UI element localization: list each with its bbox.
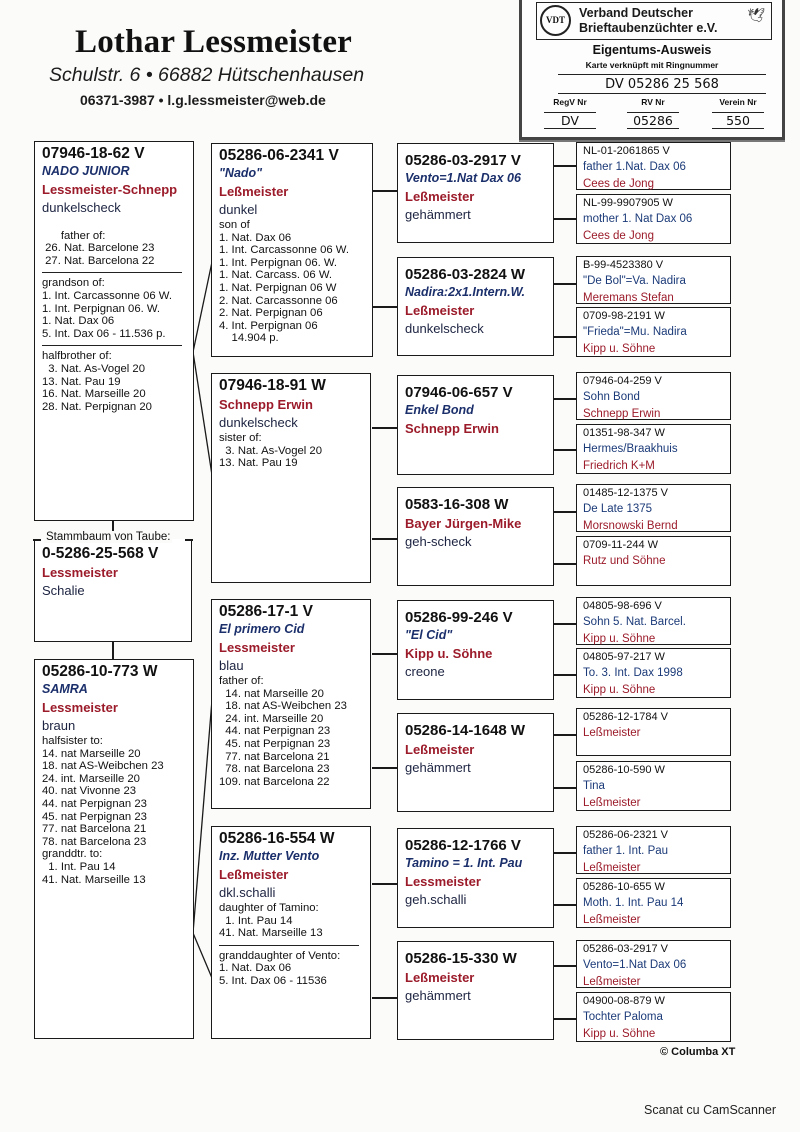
pedigree-great-grandparent[interactable] (397, 487, 554, 586)
breeder-name: Leßmeister (219, 184, 289, 199)
pedigree-great-great-grandparent[interactable] (576, 826, 731, 874)
owner-contact: 06371-3987 • l.g.lessmeister@web.de (80, 92, 326, 108)
ring-number: 05286-17-1 V (219, 603, 313, 620)
breeder-name: Lessmeister (219, 640, 295, 655)
achievement-block: daughter of Tamino: 1. Int. Pau 14 41. Nat. Marseille 13 (219, 902, 323, 940)
ring-number: 07946-04-259 V (583, 375, 662, 387)
breeder-name: Leßmeister (583, 862, 641, 874)
ring-number: 01351-98-347 W (583, 427, 665, 439)
ring-number: 05286-12-1766 V (405, 837, 521, 854)
pigeon-name: father 1. Int. Pau (583, 845, 669, 857)
breeder-name: Rutz und Söhne (583, 555, 666, 567)
breeder-name: Lessmeister (42, 565, 118, 580)
card-field-label: RegV Nr (553, 97, 587, 107)
breeder-name: Kipp u. Söhne (583, 343, 656, 355)
ring-number: 05286-12-1784 V (583, 711, 669, 723)
pedigree-great-great-grandparent[interactable] (576, 648, 731, 698)
pedigree-great-grandparent[interactable] (397, 713, 554, 812)
achievements: halfsister to: 14. nat Marseille 20 18. nat AS-Weibchen 23 24. int. Marseille 20 40. nat Vivonne 23 44. nat Perpignan 23 45. nat Perpignan 23 77. nat Barcelona 21 78. nat Barcelona 23 granddtr. to: 1. Int. Pau 14 41. Nat. Marseille 13 (42, 735, 164, 886)
pigeon-color: dunkelscheck (42, 200, 121, 215)
breeder-name: Lessmeister (405, 874, 481, 889)
breeder-name: Leßmeister (583, 727, 641, 739)
pigeon-name: Vento=1.Nat Dax 06 (583, 959, 687, 971)
pedigree-great-great-grandparent[interactable] (576, 761, 731, 811)
ring-number: 07946-18-62 V (42, 145, 145, 162)
ring-number: 05286-16-554 W (219, 830, 335, 847)
breeder-name: Kipp u. Söhne (583, 633, 656, 645)
breeder-name: Leßmeister (405, 189, 475, 204)
pigeon-name: father 1.Nat. Dax 06 (583, 161, 686, 173)
card-field-value: 05286 (627, 112, 679, 129)
pigeon-name: Nadira:2x1.Intern.W. (405, 285, 525, 299)
pigeon-color: braun (42, 718, 76, 733)
ring-number: 0583-16-308 W (405, 496, 509, 513)
divider (219, 945, 359, 946)
breeder-name: Friedrich K+M (583, 460, 655, 472)
pedigree-great-great-grandparent[interactable] (576, 708, 731, 756)
breeder-name: Morsnowski Bernd (583, 520, 678, 532)
pigeon-name: Sohn Bond (583, 391, 640, 403)
pigeon-name: Enkel Bond (405, 403, 474, 417)
card-org-line2: Brieftaubenzüchter e.V. (579, 21, 718, 35)
breeder-name: Schnepp Erwin (583, 408, 661, 420)
ring-number: 05286-10-590 W (583, 764, 665, 776)
breeder-name: Kipp u. Söhne (405, 646, 493, 661)
pigeon-color: geh.schalli (405, 892, 467, 907)
pedigree-subject[interactable] (34, 539, 192, 642)
ring-number: NL-01-2061865 V (583, 145, 670, 157)
card-ring-number: DV 05286 25 568 (558, 74, 766, 94)
breeder-name: Bayer Jürgen-Mike (405, 516, 522, 531)
achievements: sister of: 3. Nat. As-Vogel 20 13. Nat. Pau 19 (219, 432, 322, 470)
pigeon-color: gehämmert (405, 988, 471, 1003)
pedigree-great-great-grandparent[interactable] (576, 424, 731, 474)
ring-number: 0-5286-25-568 V (42, 545, 159, 562)
owner-address: Schulstr. 6 • 66882 Hütschenhausen (49, 64, 365, 86)
breeder-name: Cees de Jong (583, 230, 654, 242)
pigeon-color: gehämmert (405, 207, 471, 222)
pigeon-color: dunkelscheck (405, 321, 484, 336)
pigeon-name: De Late 1375 (583, 503, 653, 515)
ring-number: 05286-99-246 V (405, 609, 513, 626)
ring-number: 01485-12-1375 V (583, 487, 669, 499)
pigeon-name: mother 1. Nat Dax 06 (583, 213, 693, 225)
pedigree-great-great-grandparent[interactable] (576, 597, 731, 645)
breeder-name: Kipp u. Söhne (583, 684, 656, 696)
card-field-value: DV (544, 112, 596, 129)
ring-number: 05286-03-2917 V (583, 943, 669, 955)
ring-number: 05286-06-2341 V (219, 147, 339, 164)
achievement-block: granddaughter of Vento: 1. Nat. Dax 06 5. Int. Dax 06 - 11536 (219, 949, 341, 987)
ring-number: 05286-10-773 W (42, 663, 158, 680)
pedigree-great-grandparent[interactable] (397, 143, 554, 243)
pigeon-name: El primero Cid (219, 622, 305, 636)
pedigree-grandparent[interactable] (211, 599, 371, 809)
breeder-name: Leßmeister (583, 914, 641, 926)
pigeon-name: Vento=1.Nat Dax 06 (405, 171, 521, 185)
pedigree-great-great-grandparent[interactable] (576, 307, 731, 357)
pigeon-color: Schalie (42, 583, 85, 598)
ring-number: 07946-06-657 V (405, 384, 513, 401)
achievement-block: grandson of: 1. Int. Carcassonne 06 W. 1. Int. Perpignan 06. W. 1. Nat. Dax 06 5. Int. Dax 06 - 11.536 p. (42, 277, 172, 340)
pigeon-color: dkl.schalli (219, 885, 276, 900)
pigeon-name: Moth. 1. Int. Pau 14 (583, 897, 684, 909)
breeder-name: Leßmeister (583, 976, 641, 988)
card-title: Eigentums-Ausweis (592, 43, 712, 57)
pigeon-color: dunkelscheck (219, 415, 298, 430)
pigeon-name: Tamino = 1. Int. Pau (405, 856, 523, 870)
card-subtitle: Karte verknüpft mit Ringnummer (585, 60, 719, 70)
owner-name: Lothar Lessmeister (75, 24, 353, 60)
achievement-block: halfbrother of: 3. Nat. As-Vogel 20 13. Nat. Pau 19 16. Nat. Marseille 20 28. Nat. Perpignan 20 (42, 350, 152, 413)
pedigree-great-great-grandparent[interactable] (576, 940, 731, 988)
pedigree-grandparent[interactable] (211, 826, 371, 1039)
pigeon-color: blau (219, 658, 244, 673)
ring-number: 05286-03-2917 V (405, 152, 521, 169)
scanner-note: Scanat cu CamScanner (644, 1103, 777, 1117)
card-field-label: Verein Nr (719, 97, 757, 107)
pedigree-mother[interactable] (34, 659, 194, 1039)
pigeon-name: Tina (583, 780, 605, 792)
pedigree-great-great-grandparent[interactable] (576, 142, 731, 190)
pigeon-name: SAMRA (42, 682, 88, 696)
pedigree-great-great-grandparent[interactable] (576, 878, 731, 928)
card-field-value: 550 (712, 112, 764, 129)
ring-number: NL-99-9907905 W (583, 197, 673, 209)
ring-number: 04805-97-217 W (583, 651, 665, 663)
pigeon-color: geh-scheck (405, 534, 472, 549)
pigeon-name: "El Cid" (405, 628, 453, 642)
breeder-name: Meremans Stefan (583, 292, 674, 304)
pigeon-color: gehämmert (405, 760, 471, 775)
pedigree-label: Stammbaum von Taube: (46, 531, 171, 543)
pedigree-grandparent[interactable] (211, 143, 373, 357)
achievement-block: father of: 26. Nat. Barcelone 23 27. Nat. Barcelona 22 (45, 229, 155, 267)
pedigree-great-grandparent[interactable] (397, 941, 554, 1040)
pigeon-name: "Frieda"=Mu. Nadira (583, 326, 687, 338)
pedigree-great-great-grandparent[interactable] (576, 256, 731, 304)
ring-number: B-99-4523380 V (583, 259, 664, 271)
pedigree-great-grandparent[interactable] (397, 828, 554, 928)
divider (42, 345, 182, 346)
pedigree-great-great-grandparent[interactable] (576, 372, 731, 420)
pigeon-icon: 🕊 (747, 7, 765, 23)
ring-number: 07946-18-91 W (219, 377, 326, 394)
ring-number: 05286-14-1648 W (405, 722, 526, 739)
copyright: © Columba XT (660, 1046, 736, 1058)
breeder-name: Leßmeister (405, 970, 475, 985)
pedigree-great-great-grandparent[interactable] (576, 194, 731, 244)
pigeon-name: "De Bol"=Va. Nadira (583, 275, 686, 287)
breeder-name: Lessmeister (42, 700, 118, 715)
card-org-line1: Verband Deutscher (579, 6, 693, 20)
achievements: father of: 14. nat Marseille 20 18. nat AS-Weibchen 23 24. int. Marseille 20 44. nat Perpignan 23 45. nat Perpignan 23 77. nat Barcelona 21 78. nat Barcelona 23 109. nat Barcelona 22 (219, 675, 347, 788)
ring-number: 05286-15-330 W (405, 950, 517, 967)
pigeon-name: Tochter Paloma (583, 1011, 663, 1023)
pedigree-grandparent[interactable] (211, 373, 371, 583)
breeder-name: Leßmeister (405, 742, 475, 757)
pedigree-great-grandparent[interactable] (397, 257, 554, 356)
ring-number: 05286-03-2824 W (405, 266, 526, 283)
achievements (219, 902, 370, 988)
ring-number: 04805-98-696 V (583, 600, 662, 612)
achievements: son of 1. Nat. Dax 06 1. Int. Carcassonne 06 W. 1. Int. Perpignan 06. W. 1. Nat. Carcass. 06 W. 1. Nat. Perpignan 06 W 2. Nat. Carcassonne 06 2. Nat. Perpignan 06 4. Int. Perpignan 06 14.904 p. (219, 219, 349, 345)
pigeon-name: "Nado" (219, 166, 263, 180)
pigeon-color: creone (405, 664, 445, 679)
breeder-name: Leßmeister (219, 867, 289, 882)
card-field-label: RV Nr (641, 97, 665, 107)
breeder-name: Leßmeister (405, 303, 475, 318)
pigeon-name: To. 3. Int. Dax 1998 (583, 667, 683, 679)
divider (42, 272, 182, 273)
breeder-name: Schnepp Erwin (405, 421, 499, 436)
vdt-logo-icon: VDT (540, 5, 571, 36)
pigeon-name: Sohn 5. Nat. Barcel. (583, 616, 686, 628)
pigeon-name: Hermes/Braakhuis (583, 443, 678, 455)
ring-number: 0709-11-244 W (583, 539, 659, 551)
breeder-name: Lessmeister-Schnepp (42, 182, 178, 197)
pedigree-father[interactable] (34, 141, 194, 521)
ring-number: 0709-98-2191 W (583, 310, 665, 322)
pedigree-great-great-grandparent[interactable] (576, 484, 731, 532)
pedigree-great-grandparent[interactable] (397, 600, 554, 700)
ring-number: 05286-10-655 W (583, 881, 665, 893)
pigeon-name: NADO JUNIOR (42, 164, 130, 178)
pigeon-name: Inz. Mutter Vento (219, 849, 320, 863)
pigeon-color: dunkel (219, 202, 258, 217)
breeder-name: Cees de Jong (583, 178, 654, 190)
ring-number: 04900-08-879 W (583, 995, 665, 1007)
achievements (42, 217, 193, 426)
pedigree-great-great-grandparent[interactable] (576, 992, 731, 1042)
breeder-name: Kipp u. Söhne (583, 1028, 656, 1040)
pedigree-great-great-grandparent[interactable] (576, 536, 731, 586)
pedigree-great-grandparent[interactable] (397, 375, 554, 475)
breeder-name: Leßmeister (583, 797, 641, 809)
breeder-name: Schnepp Erwin (219, 397, 313, 412)
ring-number: 05286-06-2321 V (583, 829, 669, 841)
